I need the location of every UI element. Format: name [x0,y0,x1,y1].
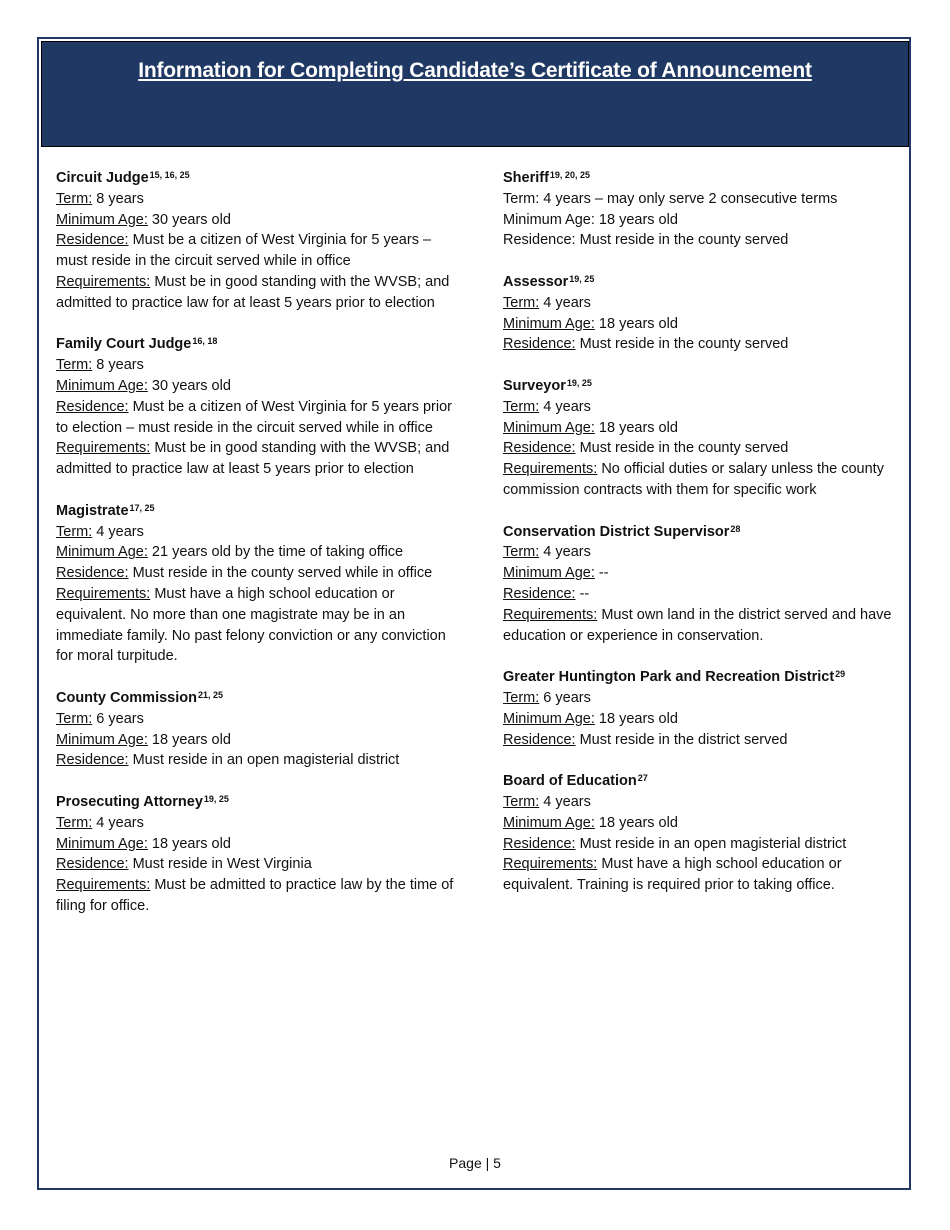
office-entry-circuit-judge [56,168,456,314]
field-term [503,189,898,210]
office-entry-surveyor [503,376,898,501]
field-label: Residence: [503,336,576,353]
field-value: 8 years [96,357,144,374]
field-value: Must have a high school education or equivalent. No more than one magistrate may be in an immediate family. No past felony conviction or any conviction for moral turpitude. [56,585,446,665]
field-label: Requirements: [56,877,151,894]
field-term [56,709,456,730]
office-title [503,667,898,688]
office-title [503,168,898,189]
field-value: 4 years [543,793,591,810]
field-value: 18 years old [151,731,231,748]
field-label: Residence: [503,585,576,602]
field-label: Residence: [503,232,576,249]
field-label: Term: [56,523,93,540]
field-term [56,522,456,543]
field-value: Must reside in the county served while in office [132,565,433,582]
field-label: Minimum Age: [503,419,595,436]
field-minimum-age [503,563,898,584]
field-value: -- [598,565,609,582]
field-term [503,542,898,563]
field-value: Must be in good standing with the WVSB; and admitted to practice law for at least 5 years prior to election [56,273,450,311]
field-term [56,813,456,834]
office-title-text: County Commission [56,689,197,706]
office-title [56,688,456,709]
field-minimum-age [503,418,898,439]
office-title [503,376,898,397]
field-requirements [503,854,898,896]
field-label: Minimum Age: [56,544,148,561]
field-term [56,189,456,210]
office-entry-magistrate [56,501,456,667]
field-minimum-age [56,376,456,397]
field-value: 30 years old [151,211,231,228]
field-residence [503,834,898,855]
office-title [56,334,456,355]
field-requirements [503,605,898,647]
field-label: Residence: [56,752,129,769]
field-value: Must be a citizen of West Virginia for 5 years – must reside in the circuit served while in office [56,232,432,270]
field-value: 6 years [96,710,144,727]
footnote-refs: 29 [835,669,846,680]
footnote-refs: 19, 20, 25 [549,170,590,180]
field-minimum-age [503,709,898,730]
footnote-refs: 21, 25 [197,689,224,700]
field-value: 4 years – may only serve 2 consecutive terms [543,190,838,207]
field-residence [56,230,456,272]
field-term [503,397,898,418]
field-label: Term: [503,689,540,706]
field-label: Minimum Age: [503,565,595,582]
office-title-text: Magistrate [56,502,129,519]
field-value: 8 years [96,190,144,207]
field-minimum-age [503,314,898,335]
field-value: 4 years [543,544,591,561]
office-title [56,792,456,813]
footnote-refs: 28 [730,523,741,534]
field-label: Minimum Age: [503,710,595,727]
field-value: 18 years old [598,315,678,332]
field-label: Residence: [56,565,129,582]
field-label: Minimum Age: [503,315,595,332]
field-label: Minimum Age: [56,731,148,748]
field-label: Term: [56,190,93,207]
field-label: Residence: [56,398,129,415]
field-requirements [56,272,456,314]
office-entry-assessor [503,272,898,355]
field-label: Term: [503,793,540,810]
page-title: Information for Completing Candidate’s Certificate of Announcement [138,59,812,82]
right-column [503,168,898,917]
office-title-text: Sheriff [503,170,549,186]
left-column [56,168,456,937]
field-value: Must reside in an open magisterial district [579,835,847,852]
field-value: 4 years [543,398,591,415]
office-title-text: Prosecuting Attorney [56,793,203,810]
field-value: -- [579,585,590,602]
field-residence [503,730,898,751]
field-requirements [56,438,456,480]
field-label: Term: [56,710,93,727]
footnote-refs: 15, 16, 25 [149,170,190,180]
field-label: Residence: [503,440,576,457]
field-label: Minimum Age: [56,835,148,852]
field-label: Requirements: [56,440,151,457]
field-value: Must reside in the county served [579,336,789,353]
field-label: Residence: [56,232,129,249]
field-term [503,293,898,314]
office-entry-county-commission [56,688,456,771]
field-value: 18 years old [151,835,231,852]
header-banner [41,41,909,147]
footnote-refs: 19, 25 [566,377,592,388]
field-value: 21 years old by the time of taking office [151,544,404,561]
field-label: Minimum Age: [56,377,148,394]
field-label: Minimum Age: [503,211,595,228]
field-label: Term: [503,544,540,561]
footnote-refs: 19, 25 [569,273,595,284]
field-value: Must have a high school education or equivalent. Training is required prior to taking office. [503,856,842,894]
field-residence [503,438,898,459]
field-value: 4 years [543,294,591,311]
office-title [503,771,898,792]
field-label: Term: [503,294,540,311]
field-requirements [56,584,456,667]
field-label: Minimum Age: [56,211,148,228]
field-residence [503,334,898,355]
field-label: Residence: [503,731,576,748]
office-title [56,168,456,189]
field-label: Residence: [56,856,129,873]
field-label: Requirements: [56,273,151,290]
field-term [503,688,898,709]
field-label: Term: [56,814,93,831]
field-value: 18 years old [598,814,678,831]
field-value: Must own land in the district served and have education or experience in conservation. [503,606,892,644]
field-minimum-age [56,210,456,231]
field-residence [56,563,456,584]
field-minimum-age [56,834,456,855]
footnote-refs: 16, 18 [192,336,218,347]
field-residence [503,230,898,251]
office-title-text: Surveyor [503,377,566,394]
footnote-refs: 27 [637,773,648,784]
field-label: Requirements: [503,606,598,623]
field-label: Term: [503,190,540,207]
field-value: 18 years old [598,419,678,436]
field-value: Must be in good standing with the WVSB; and admitted to practice law at least 5 years prior to election [56,440,450,478]
field-minimum-age [503,813,898,834]
field-value: No official duties or salary unless the county commission contracts with them for specific work [503,461,884,498]
field-requirements [56,875,456,917]
field-value: Must reside in West Virginia [132,856,312,873]
office-entry-conservation-district-supervisor [503,522,898,647]
footnote-refs: 19, 25 [203,793,229,804]
field-value: 4 years [96,814,144,831]
field-requirements [503,459,898,501]
field-value: 30 years old [151,377,231,394]
field-value: 4 years [96,523,144,540]
office-entry-family-court-judge [56,334,456,480]
office-title-text: Family Court Judge [56,336,192,353]
field-label: Requirements: [56,585,151,602]
field-label: Requirements: [503,461,598,478]
office-title [56,501,456,522]
field-value: 18 years old [598,710,678,727]
office-title-text: Conservation District Supervisor [503,523,730,540]
field-value: Must reside in the county served [579,440,789,457]
field-label: Term: [503,398,540,415]
page-number: Page | 5 [449,1155,501,1171]
field-minimum-age [56,730,456,751]
office-entry-sheriff [503,168,898,251]
field-minimum-age [56,542,456,563]
field-label: Residence: [503,835,576,852]
field-value: Must reside in an open magisterial district [132,752,400,769]
office-title-text: Greater Huntington Park and Recreation District [503,669,835,686]
office-title [503,272,898,293]
office-entry-prosecuting-attorney [56,792,456,917]
field-label: Term: [56,357,93,374]
field-value: 6 years [543,689,591,706]
office-entry-greater-huntington-park-and-recreation-district [503,667,898,750]
field-label: Requirements: [503,856,598,873]
field-term [56,355,456,376]
field-residence [56,397,456,439]
field-residence [56,854,456,875]
field-value: Must reside in the district served [579,731,788,748]
field-residence [56,750,456,771]
field-label: Minimum Age: [503,814,595,831]
office-title-text: Board of Education [503,773,637,790]
office-entry-board-of-education [503,771,898,896]
field-term [503,792,898,813]
footnote-refs: 17, 25 [129,502,155,513]
office-title-text: Assessor [503,273,569,290]
field-value: Must be admitted to practice law by the time of filing for office. [56,877,454,914]
field-value: 18 years old [598,211,678,228]
field-value: Must be a citizen of West Virginia for 5 years prior to election – must reside in the circuit served while in office [56,398,452,436]
field-minimum-age [503,210,898,231]
field-residence [503,584,898,605]
office-title [503,522,898,543]
field-value: Must reside in the county served [579,232,789,249]
office-title-text: Circuit Judge [56,170,149,186]
